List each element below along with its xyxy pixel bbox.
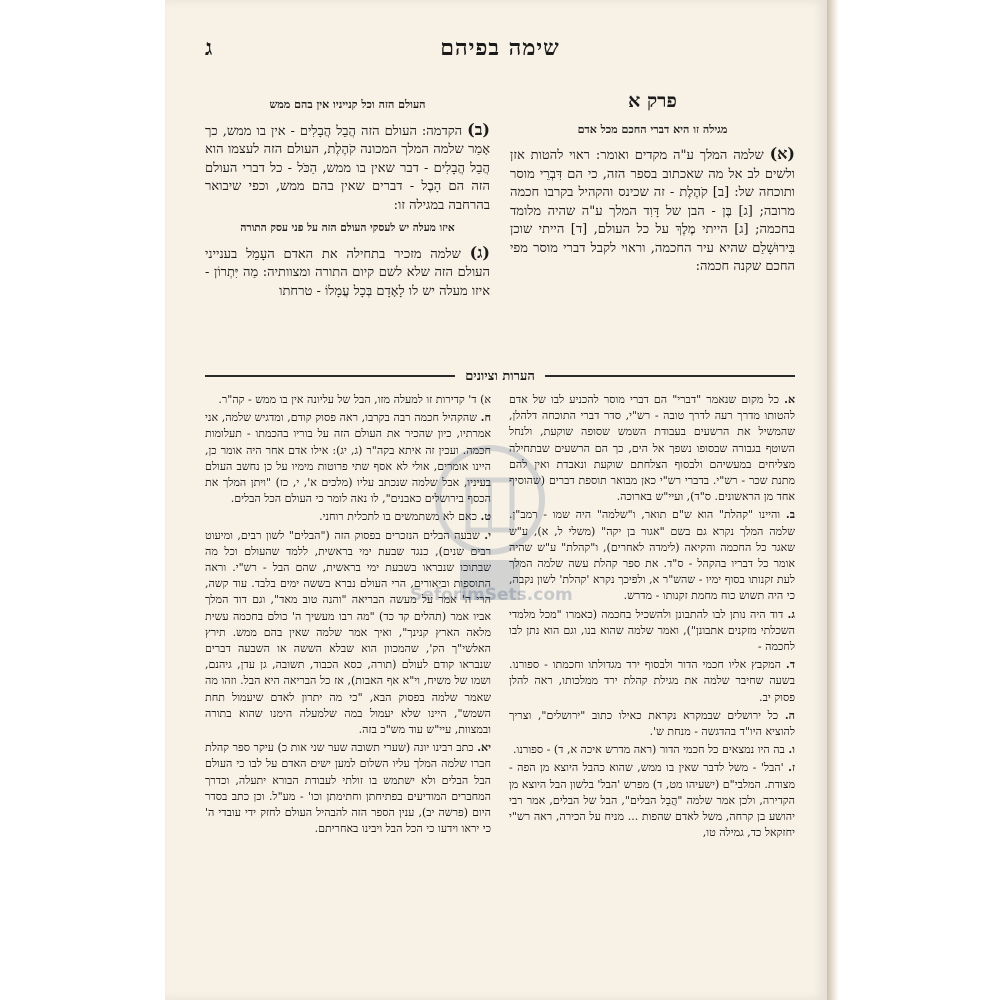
note-text: בה היו נמצאים כל חכמי הדור (ראה מדרש איכה א, ד) - ספורנו.: [513, 743, 785, 757]
note-number: ג.: [787, 607, 795, 621]
note-paragraph: [509, 392, 795, 505]
note-text: 'הבל' - משל לדבר שאין בו ממש, שהוא כהבל היוצא מן הפה - מצודת. המלבי"ם (ישעיהו מט, ד) מפרש 'הבל' בלשון הבל היוצא מן הקדירה, ולכן אמר שלמה "הֲבֵל הבלים", הבל של הבלים, אמר רבי יהושע בן קרחה, משל לאדם שהפות ... מניח על הכירה, ראה רש"י יחזקאל כד, גמילה טו,: [509, 761, 795, 840]
verse-marker: (א): [769, 144, 795, 163]
note-number: יא.: [477, 741, 491, 755]
note-paragraph: [509, 708, 795, 740]
note-number: ה.: [784, 708, 795, 722]
note-text: כל ירושלים שבמקרא נקראת כאילו כתוב "ירושלים", וצריך להוציא היו"ד בהדגשה - מנחת ש'.: [509, 708, 795, 739]
verse-text: שלמה המלך ע"ה מקדים ואומר: ראוי להטות אזן ולשים לב אל מה שאכתוב בספר הזה, כי הם דִּבְרֵי מוסר ותוכחה של: [ב] קֹהֶלֶת - זה שכינס והקהיל בקרבו חכמה מרובה; [ג] בֶּן - הבן של דָּוִד המלך ע"ה שהיה מלומד בחכמה; [ג] הייתי מֶלֶךְ על כל העולם, [ד] הייתי שוכן בִּירוּשָׁלַם שהיא עיר החכמה, וראוי לקבל דברי מוסר מפי החכם שקנה חכמה:: [510, 148, 795, 274]
note-paragraph: [509, 742, 795, 758]
verse-text: הקדמה: העולם הזה הֲבֵל הֲבָלִים - אין בו ממש, כך אָמַר שלמה המלך המכונה קֹהֶלֶת, העולם הזה לעצמו הוא הֲבֵל הֲבָלִים - דבר שאין בו ממש, הַכֹּל - כל דברי העולם הזה הם הָבֶל - דברים שאין בהם ממש, וכפי שיבואר בהרחבה במגילה זו:: [205, 123, 490, 213]
verse-marker: (ג): [469, 242, 490, 262]
note-paragraph: [205, 528, 491, 739]
running-header: [205, 28, 795, 68]
notes-column-left: [205, 392, 491, 992]
chapter-title: פרק א: [628, 90, 677, 112]
note-number: ח.: [480, 411, 491, 425]
note-number: ז.: [788, 761, 795, 775]
running-title: שימה בפיהם: [440, 35, 560, 61]
divider-rule: [205, 375, 455, 377]
note-text: כתב רבינו יונה (שערי תשובה שער שני אות כ) עיקר ספר קהלת חברו שלמה המלך עליו השלום למען ישים האדם על לבו כי העולם הבל הבלים ולא ישתמש בו זולתי לעבודת הבורא יתעלה, וכדרך המחברים המודיעים בפתיחתן וחתימתן וכו' - מע"ל. וכן כתב בסדר היום (פרשה יב), ענין הספר הזה להבהיל העולם לחזק ידי עובדי ה' כי יראו וידעו כי הכל הבל ויבינו באחריתם.: [205, 741, 491, 836]
note-text: המקבץ אליו חכמי הדור ולבסוף ירד מגדולתו וחכמתו - ספורנו. בשעה שחיבר שלמה את מגילת קהלת ירד ממלכותו, ראה להלן פסוק יב.: [509, 658, 795, 704]
verse-text: שלמה מזכיר בתחילה את האדם העָמֵל בענייני העולם הזה שלא לשם קיום התורה ומצוותיה: מַה יִּתְרוֹן - איזו מעלה יש לו לָאָדָם בְּכָל עֲמָלוֹ - טרחתו: [205, 246, 490, 299]
section-heading: מגילה זו היא דברי החכם מכל אדם: [577, 122, 728, 136]
note-paragraph: [205, 740, 491, 837]
main-column-right: [510, 92, 795, 352]
note-paragraph: [509, 657, 795, 706]
note-text: כל מקום שנאמר "דברי" הם דברי מוסר להכניע לבו של אדם להטותו מדרך רעה לדרך טובה - רש"י, סדר דברי התוכחה דלהלן, שהמשיל את הרשעים בעבודת השמש שסופה שוקעת, ולנחל השוטף בגבורה שבסופו נשפך אל הים, כך הם הרשעים שבתחילה מצליחים במעשיהם ולבסוף הצלחתם שוקעת ונאבדת ואין להם מתנת שכר - רש"י. בדברי רש"י כאן מבואר תוספת דברים (שהוסיף אחד מן הראשונים. ס"ד), ועיי"ש בארוכה.: [509, 393, 795, 504]
verse-paragraph: [510, 145, 795, 277]
divider-rule: [545, 375, 795, 377]
notes-heading: הערות וציונים: [465, 369, 535, 384]
note-text: דוד היה נותן לבו להתבונן ולהשכיל בחכמה (כאמרו "מכל מלמדי השכלתי מזקנים אתבונן"), ואמר שלמה שהוא בנו, וגם הוא נתן לבו לחכמה -: [509, 607, 795, 654]
verse-marker: (ב): [467, 119, 490, 139]
section-heading: העולם הזה וכל קנייניו אין בהם ממש: [269, 98, 426, 111]
note-number: ב.: [785, 508, 795, 522]
notes-column-right: [509, 392, 795, 992]
note-number: ט.: [480, 510, 491, 524]
note-text: שהקהיל חכמה רבה בקרבו, ראה פסוק קודם, ומדגיש שלמה, אני אמרתיו, כיון שהכיר את העולם הזה על בוריו בהכמתו - תעלומות חכמה. ועכין זה איתא בקה"ר (ג, יג): אילו אדם אחר היה אומר כן, היינו אומרים, אולי לא אסף שתי פרוטות מימיו על כן נחשב העולם בעיניו, אבל שלמה שנכתב עליו (מלכים א', י, כז) "ויתן המלך את הכסף בירושלים כאבנים", לו נאה לומר כי העולם הכל הבלים.: [205, 411, 491, 506]
main-column-left: [205, 92, 490, 352]
note-paragraph: [205, 410, 491, 507]
verse-paragraph: [205, 121, 490, 216]
note-text: שבעה הבלים הנזכרים בפסוק הזה ("הבלים" לשון רבים, ומיעוט רבים שנים), כנגד שבעת ימי בראשית, ללמד שהעולם וכל מה שבתוכו שנבראו בשבעת ימי בראשית, שהם הבל - רש"י. וראה התוספות וביאורים, הרי העולם נברא בששה ימים בלבד. עוד קשה, הרי ה' אמר על מעשה הבריאה "והנה טוב מאד", וגם דוד המלך אביו אמר (תהלים קד כד) "מה רבו מעשיך ה' כולם בחכמה עשית מלאה הארץ קנינך", ואיך אמר שלמה שאין בהם ממש. תירץ האלשי"ך הק', שהמכוון הוא שבלא הששה או השבעה דברים שנבראו קודם לעולם (תורה, כסא הכבוד, תשובה, גן עדן, גיהנם, ושמו של משיח, וי"א אף האבות), אז כל הבריאה היא הבל. וזהו מה שאמר שלמה בפסוק הבא, "כי מה יתרון לאדם שיעמול תחת השמש", היינו שלא יעמול במה שלמעלה הימנו שהוא בתורה ובמצוות, עיי"ש עוד מש"כ בזה.: [205, 528, 491, 737]
note-text: כאם לא משתמשים בו לתכלית רוחני.: [319, 510, 478, 524]
note-number: א.: [784, 393, 795, 406]
note-paragraph: [509, 607, 795, 656]
note-text: והיינו "קהלת" הוא ש"ם תואר, ו"שלמה" היה שמו - רמב"ן. שלמה המלך נקרא גם בשם "אגור בן יקה" (משלי ל, א), ע"ש שאגר כל החכמה והקיאה (לימדה לאחרים), ו"קהלת" ע"ש שהיה אומר כל דבריו בהקהל - ס"ד. את ספר קהלת עשה שלמה המלך לעת זקנותו בסוף ימיו - שהש"ר א, ולפיכך נקרא 'קהלת' לשון נקבה, כי היה תשוש כוח מחמת זקנותו - מדרש.: [509, 508, 795, 603]
notes-section: [205, 392, 795, 992]
note-number: ד.: [785, 658, 795, 672]
page-number: ג: [205, 35, 213, 61]
watermark-text: SeforimSets.com: [410, 585, 573, 605]
note-text: א) ד' קדירות זו למעלה מזו, הבל של עליונה אין בו ממש - קה"ר.: [218, 393, 491, 406]
note-paragraph: [205, 392, 491, 408]
note-paragraph: [205, 509, 491, 525]
verse-paragraph: [205, 244, 490, 302]
notes-divider: [205, 368, 795, 384]
page-edge: [827, 0, 839, 1000]
main-text: [205, 92, 795, 352]
note-paragraph: [509, 760, 795, 841]
note-number: ו.: [788, 743, 795, 757]
note-number: י.: [484, 528, 492, 542]
section-heading: איזו מעלה יש לעסקי העולם הזה על פני עסק התורה: [240, 222, 455, 234]
